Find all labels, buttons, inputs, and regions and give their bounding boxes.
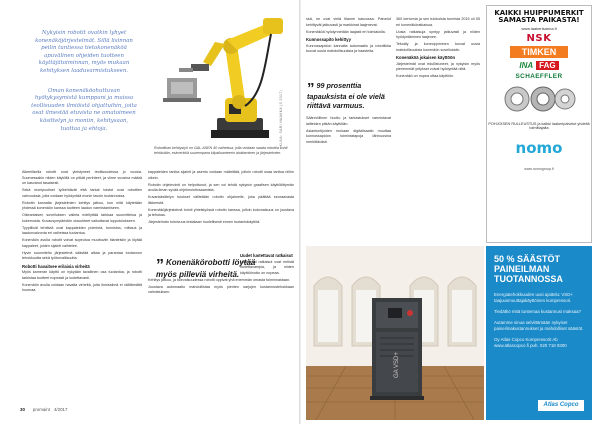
page-number: 30 <box>20 407 25 412</box>
paragraph: Tekoäly ja koneoppiminen tuovat uusia mahdollisuuksia konenäön sovelluksiin. <box>396 42 480 52</box>
schaeffler-logo: SCHAEFFLER <box>515 72 563 80</box>
nsk-logo: NSK <box>526 32 552 44</box>
issue-number: 4/2017 <box>53 407 68 412</box>
atlas-copco-advert[interactable] <box>486 246 592 420</box>
paragraph: Konenäön avulla robotit voivat sopeutua muuttuviin tilanteisiin ja löytää kappaleet, joiden sijainti vaihtelee. <box>22 238 142 248</box>
pull-quote-space <box>148 227 294 251</box>
paragraph: Konenäköä hyödynnetään laajasti eri toimialoilla. <box>306 29 386 34</box>
advert-url[interactable]: www.laakerisanna.fi <box>521 25 557 31</box>
advert-body-2: Tiedätkö mitä tuntemaa kustannusi maksaa? <box>494 308 581 314</box>
subheading: Konenäköä jokaisen käyttöön <box>396 55 456 60</box>
advert-headline: 50 % SÄÄSTÖT PAINEILMAN TUOTANNOSSA <box>494 254 563 285</box>
paragraph: skä, ne ovat vielä tilanne kasvussa. Palvelut kehittyvät jatkuvasti ja markkinat laajenevat. <box>306 17 391 27</box>
paragraph: Robotin kannalta järjestelmien kehitys jatkuu, kun niitä käytetään yhdessä konenäön kanssa tuotteen laadun varmistamiseen. <box>22 200 142 210</box>
paragraph: Kunnossapidon kannalta automaatio ja robotiikka tuovat uusia mahdollisuuksia ja haasteita. <box>306 43 391 53</box>
intro-paragraph-2: Oman konenäköohuttuvan hyötykysymistä kumppani ja muissa teollisuuden ilmiöistä ohjattuihin, joita osat ilmestää etuvista ne omatoimeen käsittelyn ja moniin, kehitysaan, tuottaa ja ehtoja. <box>31 87 137 132</box>
paragraph: Konenäön avulla voidaan havaita virheitä, joita ihmissilmä ei välttämättä huomaa. <box>22 282 142 292</box>
ina-fag-logos <box>487 61 591 70</box>
pull-quote-right <box>307 82 389 110</box>
ina-logo: INA <box>519 60 534 70</box>
brand-logos <box>487 33 591 175</box>
paragraph: Kehitys jatkuu, ja tulevaisuudessa robotit oppivat yhä enemmän omasta toiminnastaan. <box>148 277 291 282</box>
paragraph: Konenäkö on nopea ottaa käyttöön. <box>396 74 455 78</box>
paragraph: Säännöllinen huolto ja tarkastukset varmistavat laitteiden pitkän käyttöiän. <box>306 116 391 126</box>
paragraph: Järjestelmän toimivuus testataan huolellisesti ennen tuotantokäyttöä. <box>148 220 261 224</box>
compressor-room-illustration <box>306 246 484 420</box>
nomo-logo: nomo <box>515 139 563 157</box>
nomo-url[interactable]: www.nomogroup.fi <box>524 167 554 171</box>
advert-body-1: Energiatehokkuuden uusi ajattelu: VSD+ taajuusmuuttajakäyttöinen kompressori. <box>494 291 573 303</box>
page-footer <box>20 407 67 412</box>
bearing-advert[interactable] <box>486 5 592 243</box>
paragraph: kappaleiden tarkka sijainti ja asento voidaan määrittää, jolloin robotti osaa tarttua niihin oikein. <box>148 170 294 180</box>
paragraph: Joustava automaatio mahdollistaa myös pienten sarjojen kustannustehokkaan valmistuksen. <box>148 284 294 294</box>
paragraph: Myös kameran käyttö on nykyään tavallinen osa tuotantoa, ja robotti tarkistaa tuotteet nopeasti ja luotettavasti. <box>22 270 142 280</box>
paragraph: Uusimmat ratkaisut ovat entistä luotettavampia, ja niiden käyttöönotto on nopeaa. <box>240 259 294 275</box>
pull-quote-text: 99 prosenttia tapauksista ei ole vielä riittävä varmuus. <box>307 81 385 110</box>
subheading: Robotti havaitsee erilaisia virheitä <box>22 263 90 269</box>
industrial-robot-illustration <box>145 14 293 147</box>
magazine-name: promaint <box>32 407 50 412</box>
pull-quote-text: Konenäkörobotti löytää myös pilleviä virheitä. <box>156 258 256 279</box>
fag-logo: FAG <box>536 61 558 70</box>
paragraph: Uusia ratkaisuja syntyy jatkuvasti ja niiden hyödyntäminen laajenee. <box>396 29 480 39</box>
subheading: Kunnossapito kehittyy <box>306 37 351 42</box>
article-intro <box>30 30 138 145</box>
paragraph: Alkeellisella robotit ovat yleistyneet teollisuudessa jo vuosia. Suomessakin niiden käytöllä on pitkät perinteet, ja viime vuosina määrä on kasvanut tasaisesti. <box>22 170 142 185</box>
pull-quote-left <box>156 258 256 279</box>
compressor-photo <box>306 246 484 420</box>
left-column-1 <box>22 170 142 295</box>
quote-mark-icon: ” <box>307 80 315 97</box>
advert-headline: KAIKKI HUIPPUMERKIT SAMASTA PAIKASTA! <box>494 9 584 25</box>
quote-mark-icon: ” <box>156 257 164 274</box>
subheading: Uudet luotettavat ratkaisut <box>240 253 293 258</box>
robot-photo <box>145 14 293 147</box>
paragraph: Tyypillisiä tehtäviä ovat kappaleiden poiminta, tunnistus, mittaus ja laadunvalvonta eri vaiheissa tuotantoa. <box>22 225 142 235</box>
advert-tagline: POHJOISEN RULLEUSTUS ja kaikki laakeripalvelut yhdeltä toimittajalta <box>488 121 590 131</box>
atlas-copco-logo: Atlas Copco <box>538 400 584 411</box>
paragraph: Oikeanlaisen sovelluksen valinta edellyttää tarkkaa suunnittelua ja kokemusta. Kuvausympäristön olosuhteet vaikuttavat lopputulokseen. <box>22 213 142 223</box>
paragraph: Konenäköjärjestelmä toimii yhteistyössä robotin kanssa, jolloin kokonaisuus on joustava ja tehokas. <box>148 207 294 217</box>
paragraph: Järjestelmät ovat edullistuneet, ja nykyisin myös pienemmät yritykset voivat hyödyntää niitä. <box>396 61 480 71</box>
timken-logo: TIMKEN <box>510 46 568 58</box>
bearing-icon <box>499 84 579 114</box>
paragraph: Hyvin suunniteltu järjestelmä säästää aikaa ja parantaa tuotannon tehokkuutta sekä työturvallisuutta. <box>22 250 142 260</box>
advert-contact[interactable]: Oy Atlas Copco Kompressorit Ab www.atlascopco.fi puh. 020 718 9300 <box>494 336 567 348</box>
photo-credit: KUVA: SARI HAAKKA (S 2017) <box>279 90 283 147</box>
photo-caption: Robotiikan kehitystyö on GAL-ASEN 40 vaiheissa, jolla voidaan saada robottia kohti tehtävään, esimerkkiä suurempana kilpailuanteerin aloittaminen ja järjestelmien. <box>154 146 288 155</box>
advert-body-3: Autamme sinua selvittämään nykyiset paineilmakustannukset ja mahdolliset säästöt. <box>494 319 584 331</box>
paragraph: 360 kertomia ja sen tuloksista tunnista 2015 oli 55 eri konenäköratkaisua. <box>396 17 480 27</box>
intro-paragraph-1: Nykyisin robotit ovatkin lyhyet konenäköjärjestelmät. Sillä lisinnan peilin tuntiessa tietokonenäköä apuvälinen ohjeiden tuotteen käyttäjätoiminnan, myös mukaan kehityksen laaduvarmistukseen. <box>35 30 133 74</box>
paragraph: Asiantuntijoiden mukaan digitalisaatio muuttaa kunnossapidon toimintatapoja lähivuosina merkittävästi. <box>306 128 391 144</box>
paragraph: Robotin ohjelmointi on helpottunut, ja sen voi tehdä nykyisin graafisen käyttöliittymän avulla ilman syvää ohjelmointiosaamista. <box>148 182 294 192</box>
compressor-label: GA VSD+ <box>394 352 400 378</box>
page-fold <box>299 0 301 424</box>
paragraph: Sekä monipuoliset työtehtävät että tarkat toistot ovat robottien vahvuuksia, joita voidaan hyödyntää monin tavoin tuotannossa. <box>22 188 142 198</box>
paragraph: Kuvankäsittelyn tulokset välitetään robotin ohjaimelle, joka päättää seuraavasta liikkeestä. <box>148 195 294 205</box>
right-column-2 <box>396 17 480 81</box>
